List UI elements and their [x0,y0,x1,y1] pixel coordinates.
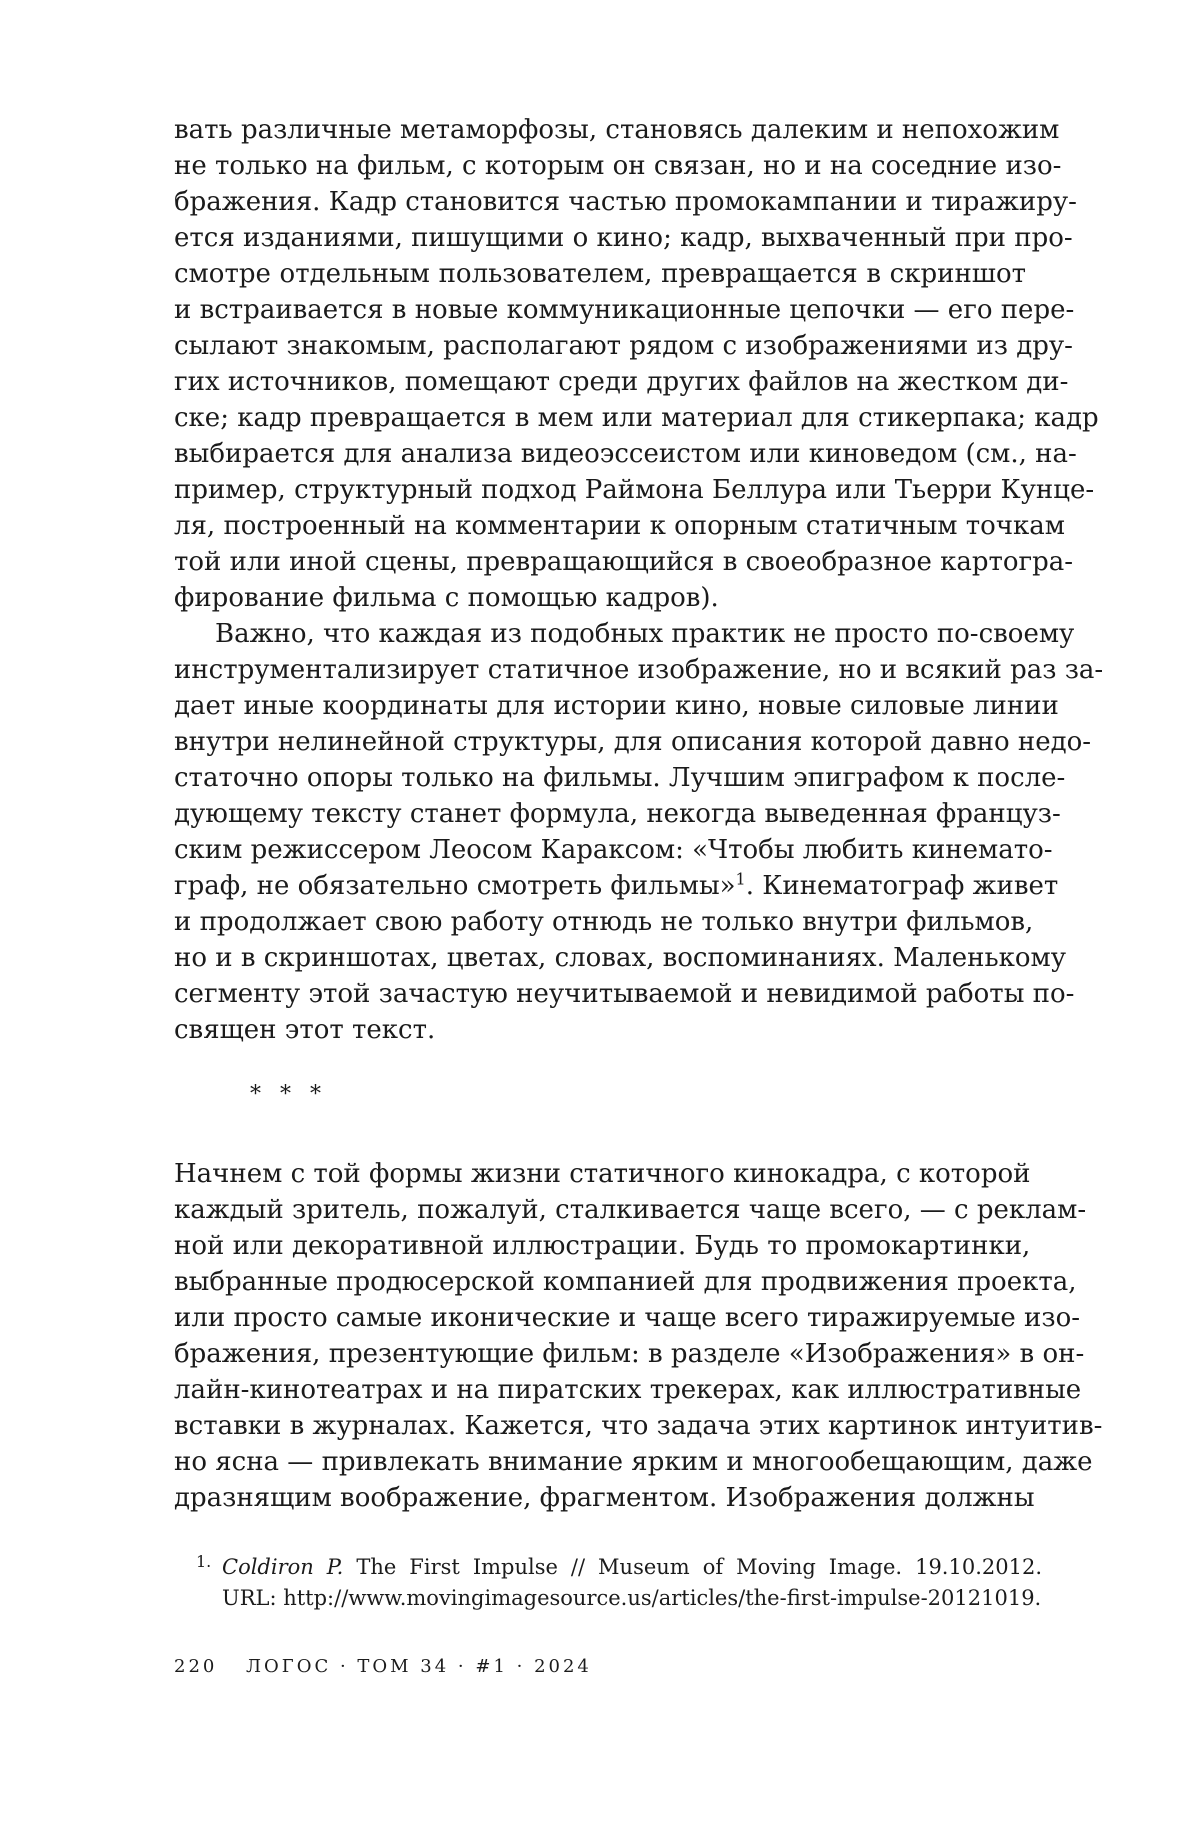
text-line-with-footnote [174,868,1059,904]
text-line: ля, построенный на комментарии к опорным статичным точкам [174,511,1065,541]
footnote-number: 1. [196,1552,212,1571]
text-line: священ этот текст. [174,1015,436,1045]
text-line: но ясна — привлекать внимание ярким и многообещающим, даже [174,1447,1093,1477]
text-fragment: . Кинематограф живет [745,871,1059,901]
footnote [196,1552,1042,1614]
text-line: ске; кадр превращается в мем или материал для стикерпака; кадр [174,403,1099,433]
text-line: дующему тексту станет формула, некогда выведенная француз- [174,799,1061,829]
text-line: пример, структурный подход Раймона Беллура или Тьерри Кунце- [174,475,1095,505]
text-line: лайн-кинотеатрах и на пиратских трекерах, как иллюстративные [174,1375,1082,1405]
text-line: инструментализирует статичное изображение, но и всякий раз за- [174,655,1104,685]
journal-info: ЛОГОС · ТОМ 34 · #1 · 2024 [246,1656,592,1677]
text-line: но и в скриншотах, цветах, словах, воспоминаниях. Маленькому [174,943,1067,973]
text-line: сегменту этой зачастую неучитываемой и невидимой работы по- [174,979,1075,1009]
text-line: выбранные продюсерской компанией для продвижения проекта, [174,1267,1077,1297]
text-line: ется изданиями, пишущими о кино; кадр, выхваченный при про- [174,223,1073,253]
text-line: Важно, что каждая из подобных практик не просто по-своему [215,619,1075,649]
text-line: вставки в журналах. Кажется, что задача этих картинок интуитив- [174,1411,1103,1441]
text-line: смотре отдельным пользователем, превращается в скриншот [174,259,1026,289]
text-line: или просто самые иконические и чаще всего тиражируемые изо- [174,1303,1081,1333]
footnote-author: Coldiron P. [222,1555,344,1579]
text-line: дает иные координаты для истории кино, новые силовые линии [174,691,1059,721]
main-text-top [174,112,1104,1048]
text-line: сылают знакомым, располагают рядом с изображениями из дру- [174,331,1073,361]
text-line: Начнем с той формы жизни статичного кинокадра, с которой [174,1159,1031,1189]
text-line: и встраивается в новые коммуникационные цепочки — его пере- [174,295,1075,325]
text-line: той или иной сцены, превращающийся в своеобразное картогра- [174,547,1074,577]
main-text-bottom [174,1156,1103,1516]
footnote-line [222,1552,1042,1583]
text-line: каждый зритель, пожалуй, сталкивается чаще всего, — с реклам- [174,1195,1087,1225]
footnote-title: The First Impulse // Museum of Moving Image. 19.10.2012. [343,1555,1042,1579]
text-line: ной или декоративной иллюстрации. Будь то промокартинки, [174,1231,1031,1261]
text-line: бражения, презентующие фильм: в разделе «Изображения» в он- [174,1339,1085,1369]
page-number: 220 [174,1656,218,1677]
footnote-reference[interactable]: 1 [735,869,746,889]
text-line: не только на фильм, с которым он связан, но и на соседние изо- [174,151,1062,181]
text-line: внутри нелинейной структуры, для описания которой давно недо- [174,727,1092,757]
footnote-url[interactable]: URL: http://www.movingimagesource.us/articles/the-first-impulse-20121019. [222,1586,1042,1610]
running-footer [174,1656,592,1677]
section-separator: * * * [250,1082,327,1107]
text-line: выбирается для анализа видеоэссеистом или киноведом (см., на- [174,439,1077,469]
text-line: вать различные метаморфозы, становясь далеким и непохожим [174,115,1060,145]
text-line: статочно опоры только на фильмы. Лучшим эпиграфом к после- [174,763,1066,793]
text-line: бражения. Кадр становится частью промокампании и тиражиру- [174,187,1077,217]
text-fragment: граф, не обязательно смотреть фильмы» [174,871,736,901]
text-line: ским режиссером Леосом Караксом: «Чтобы любить кинемато- [174,835,1053,865]
text-line: гих источников, помещают среди других файлов на жестком ди- [174,367,1069,397]
text-line: и продолжает свою работу отнюдь не только внутри фильмов, [174,907,1034,937]
text-line: дразнящим воображение, фрагментом. Изображения должны [174,1483,1035,1513]
text-line: фирование фильма с помощью кадров). [174,583,719,613]
